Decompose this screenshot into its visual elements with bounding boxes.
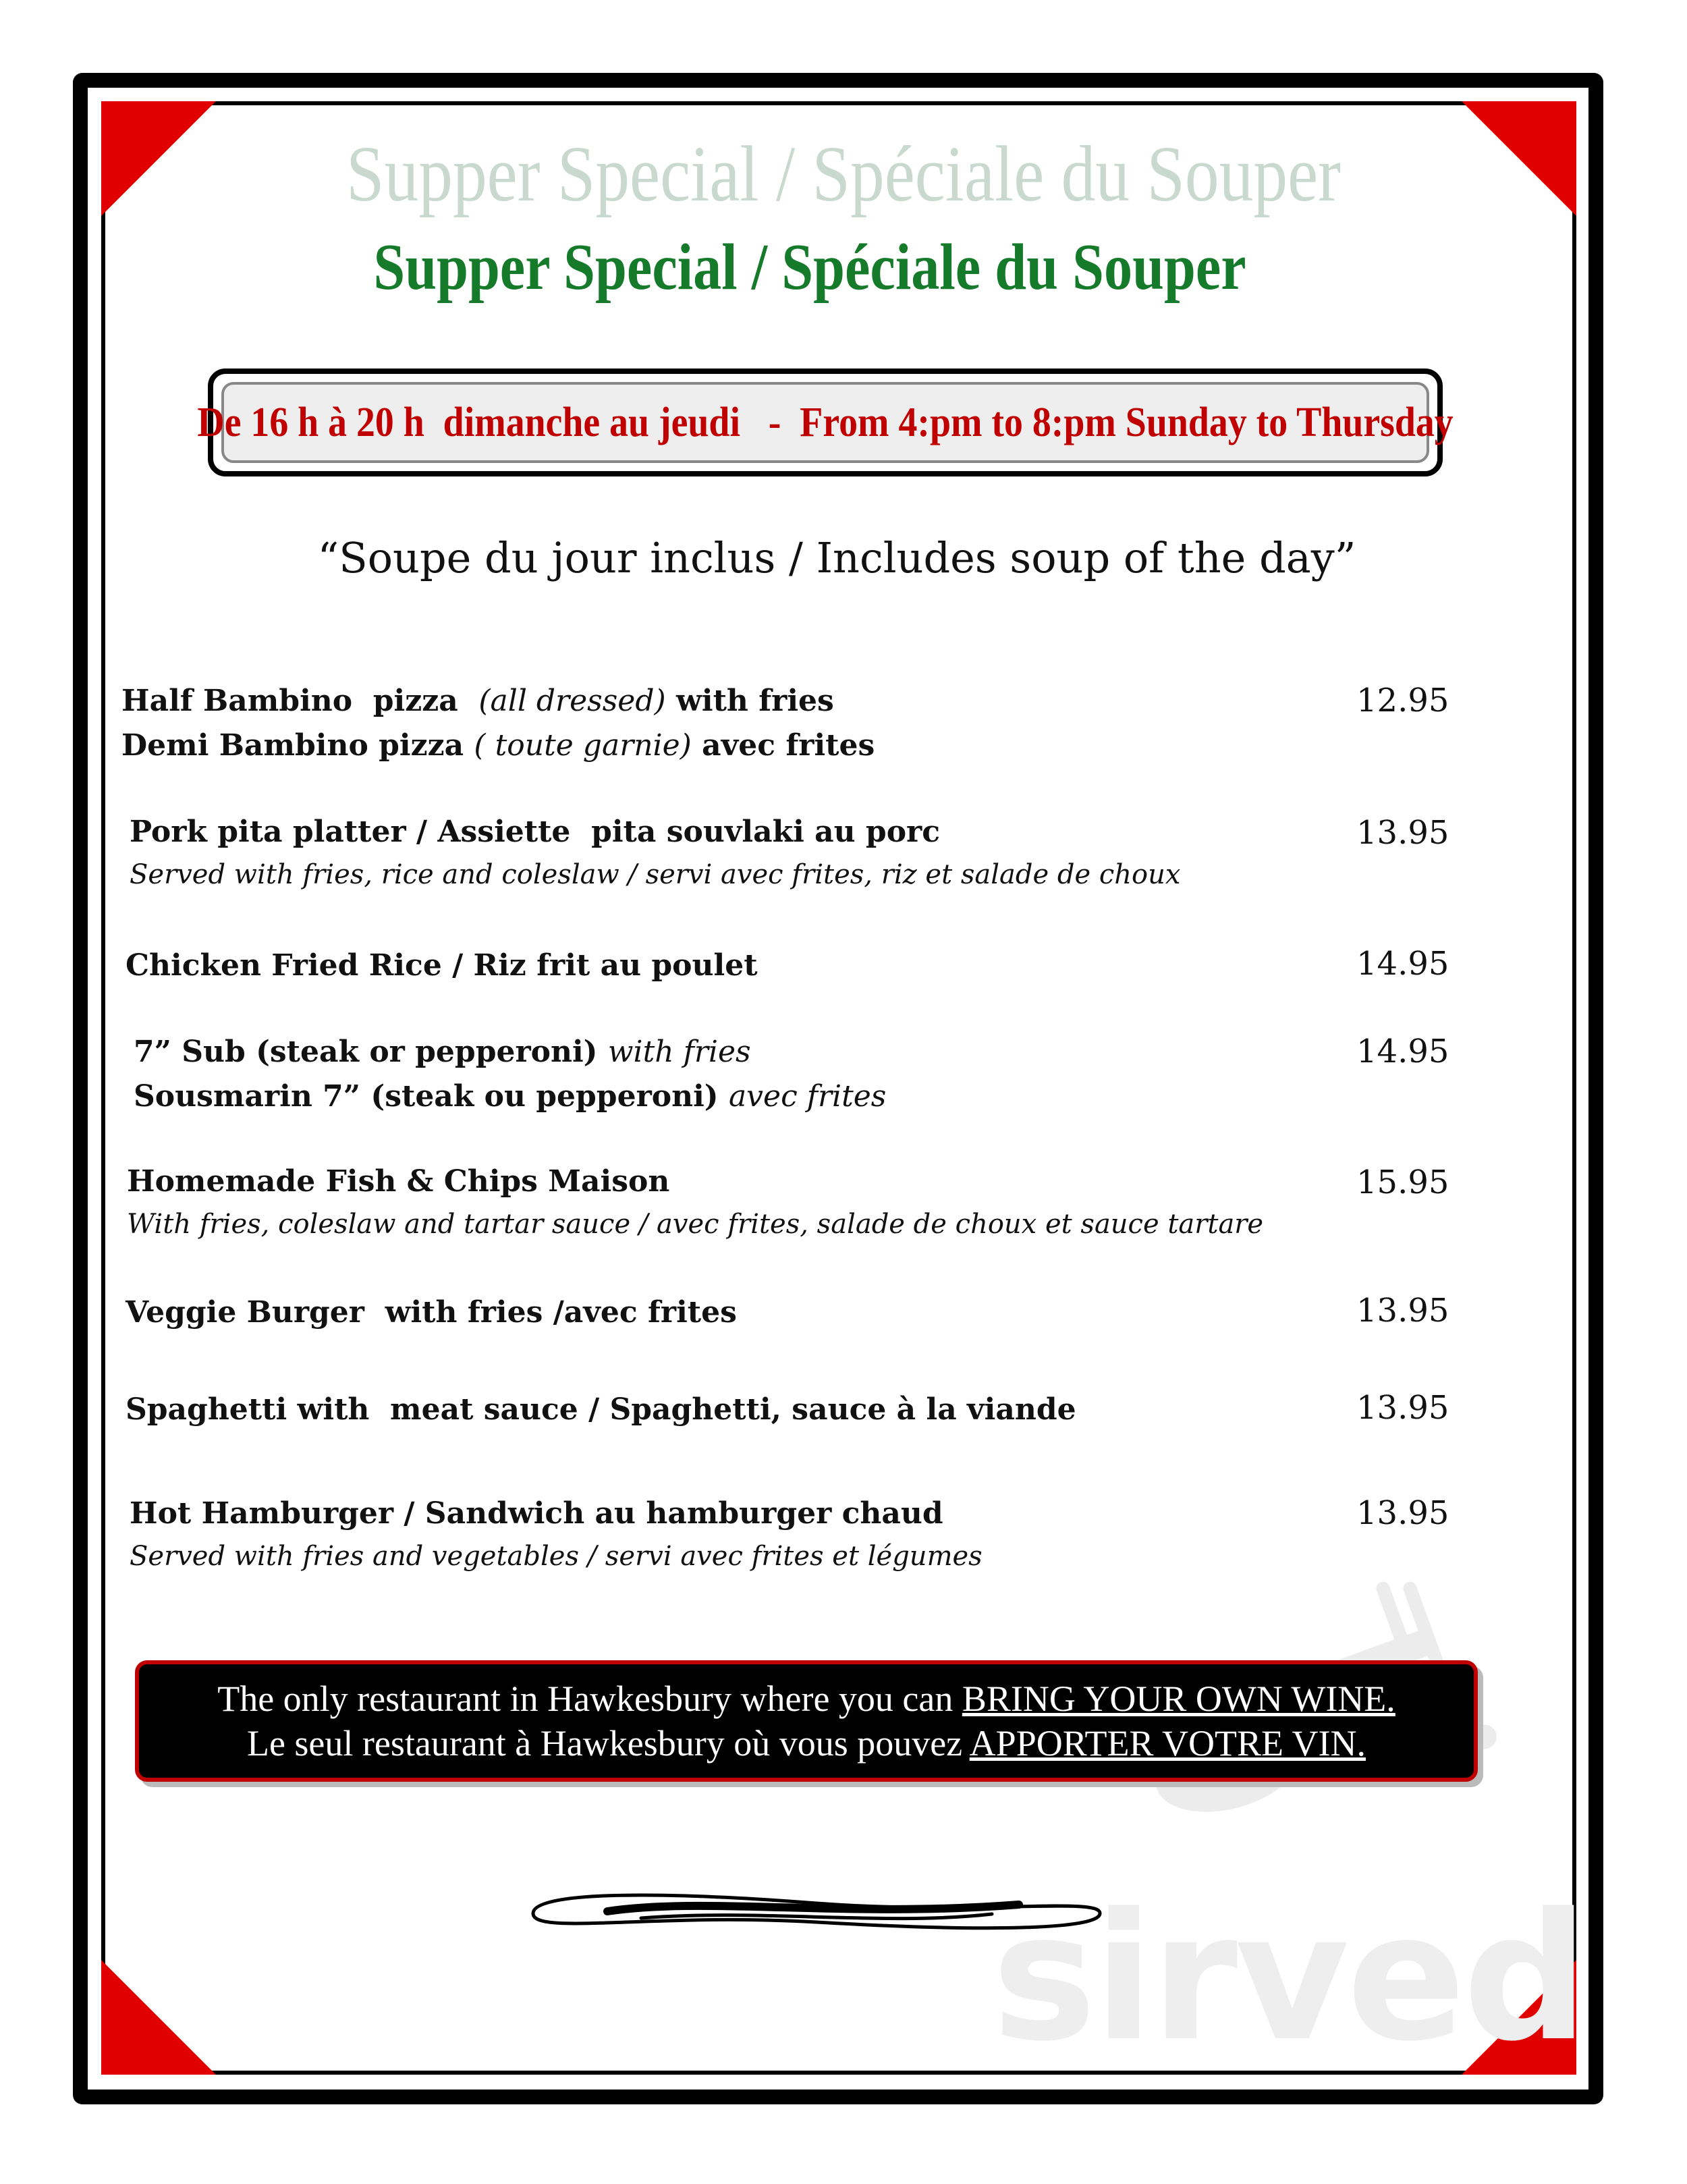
corner-decoration-bottom-left (101, 1960, 216, 2075)
item-name-en: Half Bambino pizza (121, 684, 479, 718)
byow-text-fr: Le seul restaurant à Hawkesbury où vous pouvez (246, 1723, 970, 1764)
byow-emphasis-en: BRING YOUR OWN WINE. (962, 1678, 1395, 1719)
item-note-fr: ( toute garnie) (474, 728, 692, 763)
menu-item (126, 944, 1340, 988)
menu-item-name: Homemade Fish & Chips Maison (127, 1164, 670, 1199)
menu-item-price: 13.95 (1356, 1389, 1449, 1427)
menu-item-price: 12.95 (1356, 682, 1449, 719)
menu-item-price: 14.95 (1356, 945, 1449, 983)
menu-item (126, 1388, 1340, 1432)
item-note-en: (all dressed) (478, 684, 666, 718)
item-side-fr: avec frites (728, 1079, 887, 1114)
hours-banner (197, 368, 1454, 476)
menu-item (130, 810, 1344, 895)
menu-item-description: Served with fries and vegetables / servi avec frites et légumes (130, 1541, 983, 1572)
menu-item-name: Veggie Burger with fries /avec frites (126, 1295, 737, 1330)
menu-item (130, 1492, 1344, 1577)
byow-text-en: The only restaurant in Hawkesbury where you can (217, 1678, 962, 1719)
menu-item (126, 1290, 1340, 1335)
menu-item (127, 1159, 1342, 1245)
soup-note: “Soupe du jour inclus / Includes soup of the day” (317, 533, 1356, 582)
byow-banner (135, 1660, 1478, 1782)
item-name-fr: Demi Bambino pizza (121, 728, 474, 763)
menu-item (134, 1030, 1348, 1119)
hours-text: De 16 h à 20 h dimanche au jeudi - From 4:pm to 8:pm Sunday to Thursday (197, 399, 1454, 445)
menu-item-name-fr (121, 724, 1336, 768)
menu-item-price: 15.95 (1356, 1164, 1449, 1201)
menu-item-description: Served with fries, rice and coleslaw / servi avec frites, riz et salade de choux (130, 859, 1181, 890)
item-side-en: with fries (607, 1035, 751, 1069)
page-title-shadow: Supper Special / Spéciale du Souper (346, 130, 1341, 218)
flourish-ornament (506, 1876, 1127, 1950)
item-name-en: 7” Sub (steak or pepperoni) (134, 1035, 608, 1069)
item-name-fr: Sousmarin 7” (steak ou pepperoni) (134, 1079, 729, 1114)
menu-item-name (121, 679, 1336, 724)
menu-item (121, 679, 1336, 768)
byow-line-fr (247, 1721, 1366, 1766)
sirved-watermark: sirved (992, 1876, 1586, 2080)
menu-item-description: With fries, coleslaw and tartar sauce / avec frites, salade de choux et sauce tartare (127, 1209, 1264, 1240)
menu-item-name (134, 1030, 1348, 1074)
hours-banner-inner (197, 382, 1454, 463)
menu-item-name-fr (134, 1074, 1348, 1119)
page-title: Supper Special / Spéciale du Souper (373, 231, 1246, 304)
byow-line-en (217, 1676, 1395, 1721)
menu-item-price: 13.95 (1356, 814, 1449, 852)
menu-item-price: 13.95 (1356, 1494, 1449, 1532)
item-side-en: with fries (665, 684, 834, 718)
menu-item-name: Chicken Fried Rice / Riz frit au poulet (126, 948, 758, 983)
item-side-fr: avec frites (691, 728, 875, 763)
menu-item-price: 13.95 (1356, 1292, 1449, 1330)
menu-item-price: 14.95 (1356, 1033, 1449, 1070)
byow-emphasis-fr: APPORTER VOTRE VIN. (969, 1723, 1366, 1764)
menu-item-name: Pork pita platter / Assiette pita souvlaki au porc (130, 815, 941, 849)
menu-item-name: Hot Hamburger / Sandwich au hamburger chaud (130, 1496, 943, 1531)
menu-item-name: Spaghetti with meat sauce / Spaghetti, sauce à la viande (126, 1392, 1076, 1427)
